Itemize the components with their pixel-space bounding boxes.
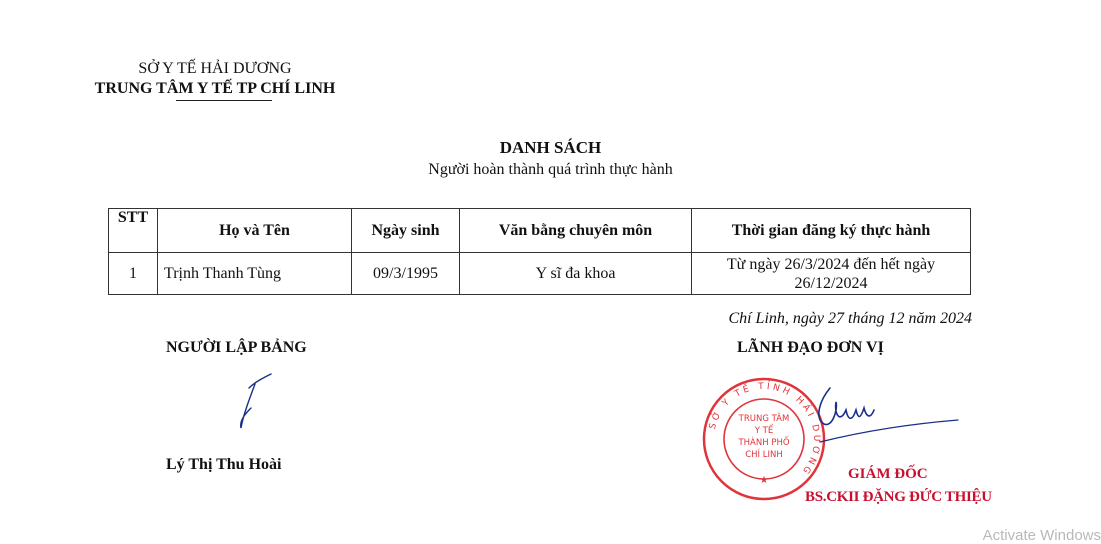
cell-period-line2: 26/12/2024 (794, 274, 868, 292)
column-header-name: Họ và Tên (158, 209, 352, 253)
preparer-name: Lý Thị Thu Hoài (166, 456, 282, 473)
cell-dob: 09/3/1995 (352, 253, 460, 295)
table-row (109, 253, 971, 295)
seal-line-4: CHÍ LINH (745, 450, 783, 460)
department-name: SỞ Y TẾ HẢI DƯƠNG (138, 60, 292, 77)
column-header-degree: Văn bằng chuyên môn (460, 209, 692, 253)
cell-period (692, 253, 971, 295)
cell-stt: 1 (109, 253, 158, 295)
header-underline (176, 100, 272, 101)
seal-line-3: THÀNH PHỐ (738, 438, 790, 448)
preparer-title: NGƯỜI LẬP BẢNG (166, 339, 307, 356)
seal-line-1: TRUNG TÂM (738, 414, 790, 424)
leader-title: LÃNH ĐẠO ĐƠN VỊ (737, 339, 884, 356)
place-date: Chí Linh, ngày 27 tháng 12 năm 2024 (728, 310, 972, 327)
practice-list-table (108, 208, 971, 295)
cell-degree: Y sĩ đa khoa (460, 253, 692, 295)
cell-name: Trịnh Thanh Tùng (158, 253, 352, 295)
column-header-dob: Ngày sinh (352, 209, 460, 253)
cell-period-line1: Từ ngày 26/3/2024 đến hết ngày (726, 255, 936, 273)
activate-windows-watermark: Activate Windows (982, 527, 1101, 544)
svg-text:★: ★ (759, 475, 769, 486)
director-signature (790, 380, 965, 460)
column-header-period: Thời gian đăng ký thực hành (692, 209, 971, 253)
column-header-stt: STT (109, 209, 158, 253)
table-header-row (109, 209, 971, 253)
document-title: DANH SÁCH (499, 138, 602, 157)
document-subtitle: Người hoàn thành quá trình thực hành (428, 161, 673, 178)
seal-line-2: Y TẾ (754, 426, 774, 436)
organization-name: TRUNG TÂM Y TẾ TP CHÍ LINH (94, 80, 336, 97)
director-title: GIÁM ĐỐC (848, 466, 928, 482)
preparer-signature (225, 368, 285, 438)
director-name: BS.CKII ĐẶNG ĐỨC THIỆU (805, 489, 992, 505)
seal-outer-text: SỞ Y TẾ TỈNH HẢI DƯƠNG (707, 381, 822, 478)
